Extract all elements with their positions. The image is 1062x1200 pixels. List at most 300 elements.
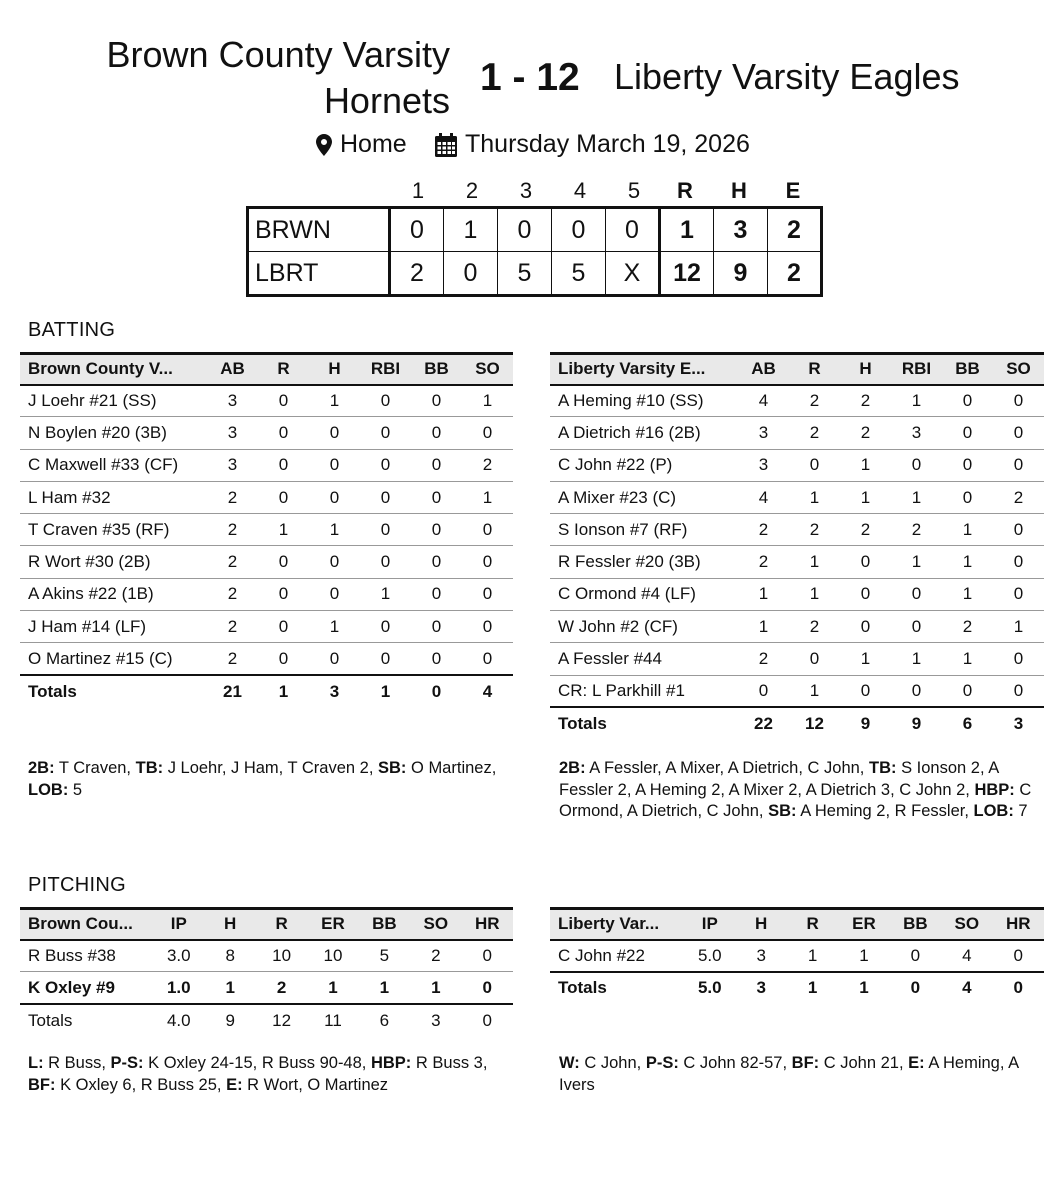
note-text: A Heming 2, R Fessler, (796, 802, 974, 820)
stat-column-header: HR (993, 909, 1045, 940)
inning-score: 0 (606, 208, 660, 252)
stat-cell: 2 (207, 578, 258, 610)
totals-cell: 9 (840, 707, 891, 739)
pitching-notes-away (559, 1053, 1029, 1096)
totals-cell: 6 (942, 707, 993, 739)
linescore-table (246, 206, 823, 297)
stat-column-header: H (204, 909, 255, 940)
stat-cell: 1 (840, 481, 891, 513)
pitching-notes-home (28, 1053, 518, 1096)
stat-cell: 1 (738, 578, 789, 610)
stat-cell: 0 (360, 481, 411, 513)
player-row (550, 611, 1044, 643)
player-row (550, 481, 1044, 513)
totals-cell: 0 (993, 972, 1045, 1004)
linescore-row (248, 252, 822, 296)
stat-cell: 4 (738, 385, 789, 417)
stat-cell: 0 (891, 611, 942, 643)
header-row (20, 354, 513, 385)
stat-cell: 1 (309, 611, 360, 643)
stat-cell: 2 (840, 385, 891, 417)
stat-cell: 0 (993, 546, 1044, 578)
totals-cell: 4 (462, 675, 513, 707)
inning-score: 0 (498, 208, 552, 252)
stat-cell: 2 (207, 546, 258, 578)
stat-cell: 0 (309, 481, 360, 513)
stat-cell: 0 (360, 514, 411, 546)
note-label: HBP: (974, 780, 1015, 799)
stat-cell: 0 (411, 449, 462, 481)
player-name: S Ionson #7 (RF) (550, 514, 738, 546)
stat-cell: 1 (840, 643, 891, 675)
stat-cell: 0 (482, 648, 493, 668)
totals-label: Totals (550, 707, 738, 739)
inning-score: 5 (498, 252, 552, 296)
stat-cell: 3 (738, 449, 789, 481)
totals-cell: 1 (258, 675, 309, 707)
player-name: A Fessler #44 (550, 643, 738, 675)
stat-cell: 0 (1013, 681, 1024, 701)
inning-score: 5 (552, 252, 606, 296)
header-row (550, 354, 1044, 385)
stat-cell: 2 (276, 977, 287, 997)
stat-cell: 0 (942, 417, 993, 449)
stat-cell: 0 (891, 578, 942, 610)
stat-cell: 1 (789, 546, 840, 578)
player-name: R Buss #38 (20, 940, 153, 972)
stat-cell: 2 (789, 514, 840, 546)
stat-cell: 1 (807, 945, 818, 965)
stat-cell: 0 (380, 648, 391, 668)
player-name: L Ham #32 (20, 481, 207, 513)
note-label: 2B: (28, 759, 55, 777)
stat-cell: 3 (207, 385, 258, 417)
totals-cell: 12 (256, 1004, 307, 1036)
team-column-header: Brown County V... (20, 354, 207, 385)
stat-column-header: H (309, 354, 360, 385)
inning-score: 0 (444, 252, 498, 296)
inning-header: 2 (465, 178, 479, 203)
stat-cell: 2 (789, 417, 840, 449)
stat-cell: 0 (1013, 945, 1023, 965)
stat-cell: 0 (258, 611, 309, 643)
stat-cell: 8 (204, 940, 255, 972)
inning-header: 1 (411, 178, 425, 203)
stat-cell: 0 (789, 449, 840, 481)
stat-cell: 3 (207, 449, 258, 481)
totals-cell: 1 (360, 675, 411, 707)
stat-cell: 0 (482, 977, 492, 997)
note-label: E: (908, 1054, 925, 1072)
away-team-name: Liberty Varsity Eagles (614, 56, 960, 97)
stat-cell: 0 (942, 449, 993, 481)
player-name: A Akins #22 (1B) (20, 578, 207, 610)
stat-column-header: H (735, 909, 786, 940)
player-row (550, 940, 1044, 972)
runs-total: 1 (660, 208, 714, 252)
stat-cell: 1 (859, 945, 869, 965)
stat-cell: 1 (789, 481, 840, 513)
stat-cell: 2 (738, 546, 789, 578)
stat-cell: 2 (207, 481, 258, 513)
stat-column-header: R (258, 354, 309, 385)
batting-notes-home (28, 758, 498, 801)
totals-cell: 9 (891, 707, 942, 739)
stat-cell: 0 (309, 417, 360, 449)
team-abbr: LBRT (248, 252, 390, 296)
note-text: T Craven, (54, 759, 136, 777)
stat-cell: 2 (207, 611, 258, 643)
stat-cell: 0 (462, 546, 513, 578)
stat-cell: 2 (891, 514, 942, 546)
stat-cell: 1 (891, 546, 942, 578)
player-name: A Dietrich #16 (2B) (550, 417, 738, 449)
totals-row (550, 707, 1044, 739)
totals-cell: 4 (941, 972, 992, 1004)
stat-cell: 1 (942, 578, 993, 610)
player-row (20, 417, 513, 449)
stat-cell: 2 (840, 417, 891, 449)
stat-cell: 3 (891, 417, 942, 449)
note-label: SB: (768, 802, 797, 820)
note-text: 7 (1013, 802, 1028, 820)
stat-cell: 0 (462, 611, 513, 643)
player-row (20, 940, 513, 972)
team-column-header: Liberty Var... (550, 909, 684, 940)
player-name: CR: L Parkhill #1 (558, 681, 685, 701)
stat-cell: 1 (738, 611, 789, 643)
totals-row (20, 1004, 513, 1036)
hits-header: H (731, 178, 747, 203)
player-name: R Fessler #20 (3B) (550, 546, 738, 578)
totals-cell: 3 (993, 707, 1044, 739)
stat-cell: 0 (411, 546, 462, 578)
totals-label: Totals (550, 972, 684, 1004)
stat-cell: 0 (329, 648, 340, 668)
stat-cell: 0 (942, 385, 993, 417)
inning-score: 0 (552, 208, 606, 252)
stat-cell: 2 (993, 481, 1044, 513)
stat-cell: 0 (309, 578, 360, 610)
stat-cell: 3 (207, 417, 258, 449)
hits-total: 3 (714, 208, 768, 252)
player-name: J Loehr #21 (SS) (20, 385, 207, 417)
stat-cell: 1 (942, 514, 993, 546)
stat-cell: 0 (462, 940, 514, 972)
totals-cell: 12 (789, 707, 840, 739)
player-row (20, 611, 513, 643)
stat-column-header: SO (410, 909, 461, 940)
stat-cell: 0 (789, 643, 840, 675)
stat-cell: 2 (789, 385, 840, 417)
stat-cell: 0 (258, 546, 309, 578)
note-text: K Oxley 6, R Buss 25, (55, 1075, 227, 1094)
note-text: C John 21, (819, 1054, 909, 1072)
stat-cell: 1 (258, 514, 309, 546)
stat-cell: 0 (431, 648, 442, 668)
player-row (20, 385, 513, 417)
game-date (435, 130, 750, 159)
stat-cell: 4 (962, 945, 972, 965)
stat-cell: 1 (309, 514, 360, 546)
stat-cell: 3.0 (153, 940, 204, 972)
note-label: E: (226, 1075, 243, 1094)
pitching-table-away (550, 907, 1044, 1004)
stat-cell: 0 (993, 643, 1044, 675)
player-row (550, 385, 1044, 417)
note-text: O Martinez, (406, 759, 497, 777)
player-name: T Craven #35 (RF) (20, 514, 207, 546)
stat-cell: 0 (910, 945, 921, 965)
player-row (20, 481, 513, 513)
note-text: A Fessler, A Mixer, A Dietrich, C John, (585, 759, 869, 777)
stat-cell: 0 (258, 385, 309, 417)
stat-cell: 0 (891, 449, 942, 481)
totals-cell: 21 (207, 675, 258, 707)
stat-column-header: RBI (891, 354, 942, 385)
player-name: W John #2 (CF) (550, 611, 738, 643)
stat-cell: 1 (891, 643, 942, 675)
stat-cell: 2 (942, 611, 993, 643)
player-row (20, 546, 513, 578)
note-label: SB: (378, 759, 407, 777)
note-label: TB: (868, 759, 897, 777)
stat-cell: 0 (309, 449, 360, 481)
totals-cell: 9 (204, 1004, 255, 1036)
totals-cell: 4.0 (153, 1004, 204, 1036)
team-column-header: Liberty Varsity E... (550, 354, 738, 385)
stat-cell: 0 (993, 514, 1044, 546)
stat-column-header: BB (942, 354, 993, 385)
hits-total: 9 (714, 252, 768, 296)
stat-cell: 0 (258, 481, 309, 513)
stat-cell: 3 (738, 417, 789, 449)
stat-cell: 1 (809, 681, 820, 701)
batting-notes-away (559, 758, 1044, 823)
stat-cell: 1 (891, 385, 942, 417)
stat-cell: 2 (738, 643, 789, 675)
totals-label: Totals (20, 1004, 153, 1036)
totals-cell: 3 (309, 675, 360, 707)
stat-cell: 1 (942, 643, 993, 675)
stat-cell: 1 (431, 977, 441, 997)
player-row (550, 449, 1044, 481)
location (316, 130, 407, 159)
note-text: J Loehr, J Ham, T Craven 2, (163, 759, 379, 777)
player-name: C Ormond #4 (LF) (550, 578, 738, 610)
stat-column-header: HR (462, 909, 514, 940)
batting-heading: BATTING (28, 319, 116, 341)
stat-cell: 0 (993, 417, 1044, 449)
note-label: L: (28, 1054, 44, 1072)
stat-cell: 1 (789, 578, 840, 610)
note-label: LOB: (28, 780, 69, 799)
player-name: J Ham #14 (LF) (20, 611, 207, 643)
header-row (550, 909, 1044, 940)
stat-cell: 0 (962, 681, 973, 701)
stat-cell: 0 (360, 546, 411, 578)
stat-cell: 2 (207, 514, 258, 546)
player-name: K Oxley #9 (28, 977, 115, 997)
totals-cell: 0 (890, 972, 941, 1004)
stat-cell: 0 (993, 449, 1044, 481)
stat-cell: 0 (360, 611, 411, 643)
player-row (550, 675, 1044, 707)
stat-cell: 1 (328, 977, 338, 997)
player-row (550, 417, 1044, 449)
note-text: R Buss 3, (411, 1054, 488, 1072)
totals-cell: 0 (411, 675, 462, 707)
totals-cell: 6 (359, 1004, 410, 1036)
stat-cell: 1 (462, 481, 513, 513)
runs-total: 12 (660, 252, 714, 296)
stat-cell: 0 (411, 514, 462, 546)
player-row (550, 643, 1044, 675)
stat-cell: 10 (256, 940, 307, 972)
note-label: LOB: (973, 802, 1014, 820)
note-label: TB: (135, 759, 164, 777)
stat-cell: 5.0 (697, 945, 722, 965)
player-row (550, 578, 1044, 610)
inning-header: 5 (627, 178, 641, 203)
note-label: P-S: (110, 1054, 144, 1072)
totals-label: Totals (20, 675, 207, 707)
totals-cell: 11 (307, 1004, 358, 1036)
stat-column-header: ER (307, 909, 358, 940)
stat-cell: 0 (258, 449, 309, 481)
totals-row (20, 675, 513, 707)
stat-column-header: BB (411, 354, 462, 385)
note-label: W: (559, 1054, 580, 1072)
stat-cell: 1 (993, 611, 1044, 643)
player-row (20, 514, 513, 546)
stat-column-header: R (256, 909, 307, 940)
inning-score: X (606, 252, 660, 296)
note-label: 2B: (559, 759, 586, 777)
stat-cell: 0 (840, 578, 891, 610)
stat-cell: 0 (462, 578, 513, 610)
note-label: HBP: (370, 1054, 412, 1072)
player-name: C John #22 (P) (550, 449, 738, 481)
totals-row (550, 972, 1044, 1004)
note-text: A Heming, A Ivers (559, 1054, 1019, 1094)
stat-cell: 0 (411, 481, 462, 513)
note-label: BF: (791, 1054, 820, 1072)
player-row (20, 578, 513, 610)
stat-cell: 0 (462, 514, 513, 546)
stat-cell: 0 (840, 611, 891, 643)
stat-cell: 1.0 (166, 977, 191, 997)
stat-column-header: R (787, 909, 838, 940)
stat-cell: 0 (462, 417, 513, 449)
note-text: K Oxley 24-15, R Buss 90-48, (143, 1054, 371, 1072)
calendar-icon (435, 133, 457, 157)
note-text: R Wort, O Martinez (242, 1075, 389, 1094)
inning-header: 3 (519, 178, 533, 203)
stat-column-header: H (840, 354, 891, 385)
stat-cell: 0 (911, 681, 922, 701)
stat-column-header: AB (207, 354, 258, 385)
errors-header: E (785, 178, 801, 203)
stat-cell: 10 (307, 940, 358, 972)
stat-column-header: SO (462, 354, 513, 385)
runs-header: R (677, 178, 693, 203)
stat-cell: 0 (278, 648, 289, 668)
linescore-row (248, 208, 822, 252)
stat-cell: 0 (411, 417, 462, 449)
stat-cell: 1 (379, 977, 390, 997)
header-row (20, 909, 513, 940)
player-row (550, 546, 1044, 578)
stat-cell: 0 (411, 385, 462, 417)
note-text: C John, (579, 1054, 646, 1072)
stat-column-header: IP (153, 909, 204, 940)
stat-cell: 4 (738, 481, 789, 513)
player-name: A Mixer #23 (C) (550, 481, 738, 513)
stat-cell: 2 (227, 648, 238, 668)
stat-cell: 1 (309, 385, 360, 417)
pitching-table-home (20, 907, 513, 1036)
player-name: A Heming #10 (SS) (550, 385, 738, 417)
final-score: 1 - 12 (480, 56, 580, 99)
stat-column-header: RBI (360, 354, 411, 385)
player-name: N Boylen #20 (3B) (20, 417, 207, 449)
stat-cell: 0 (942, 481, 993, 513)
player-name: R Wort #30 (2B) (20, 546, 207, 578)
stat-column-header: SO (941, 909, 992, 940)
stat-cell: 0 (258, 417, 309, 449)
inning-score: 1 (444, 208, 498, 252)
player-row (550, 514, 1044, 546)
stat-cell: 3 (756, 945, 766, 965)
player-name: O Martinez #15 (C) (28, 648, 173, 668)
stat-column-header: AB (738, 354, 789, 385)
note-text: R Buss, (43, 1054, 111, 1072)
stat-cell: 0 (840, 546, 891, 578)
note-text: 5 (68, 780, 83, 799)
player-row (20, 972, 513, 1004)
stat-cell: 0 (360, 385, 411, 417)
totals-cell: 5.0 (684, 972, 735, 1004)
player-name: C Maxwell #33 (CF) (20, 449, 207, 481)
stat-cell: 0 (758, 681, 769, 701)
stat-cell: 2 (789, 611, 840, 643)
note-label: BF: (28, 1075, 56, 1094)
inning-header: 4 (573, 178, 587, 203)
note-label: P-S: (645, 1054, 679, 1072)
stat-cell: 2 (410, 940, 461, 972)
player-name: C John #22 (558, 945, 645, 965)
stat-column-header: SO (993, 354, 1044, 385)
location-label: Home (340, 130, 407, 158)
errors-total: 2 (768, 252, 822, 296)
stat-cell: 2 (738, 514, 789, 546)
stat-cell: 5 (359, 940, 410, 972)
totals-cell: 22 (738, 707, 789, 739)
stat-cell: 0 (993, 385, 1044, 417)
note-text: C John 82-57, (678, 1054, 792, 1072)
stat-cell: 1 (360, 578, 411, 610)
stat-column-header: IP (684, 909, 735, 940)
stat-cell: 0 (860, 681, 871, 701)
stat-cell: 0 (411, 611, 462, 643)
stat-cell: 2 (840, 514, 891, 546)
team-column-header: Brown Cou... (20, 909, 153, 940)
note-text: C Ormond, A Dietrich, C John, (559, 780, 1032, 820)
note-text: S Ionson 2, A Fessler 2, A Heming 2, A Mixer 2, A Dietrich 3, C John 2, (559, 759, 999, 799)
inning-score: 0 (390, 208, 444, 252)
pitching-heading: PITCHING (28, 874, 126, 896)
